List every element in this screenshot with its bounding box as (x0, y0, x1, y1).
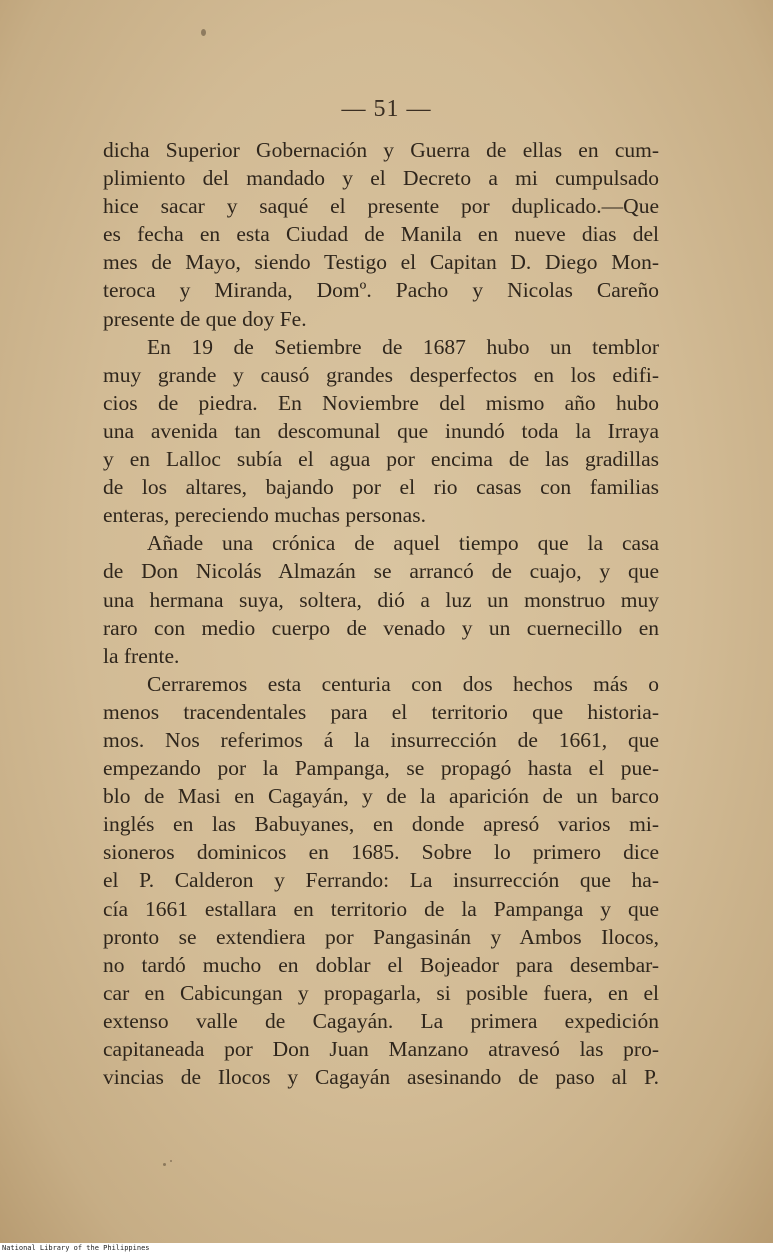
page-number: — 51 — (341, 96, 432, 122)
text-line: extenso valle de Cagayán. La primera expedición (103, 1008, 659, 1033)
library-credit: National Library of the Philippines (2, 1244, 150, 1252)
text-line: sioneros dominicos en 1685. Sobre lo primero dice (103, 840, 659, 865)
text-line: teroca y Miranda, Domº. Pacho y Nicolas Careño (103, 278, 659, 303)
text-line: mes de Mayo, siendo Testigo el Capitan D. Diego Mon- (103, 250, 659, 275)
text-line: de Don Nicolás Almazán se arrancó de cuajo, y que (103, 559, 659, 584)
text-line: blo de Masi en Cagayán, y de la aparición de un barco (103, 784, 659, 809)
text-line: enteras, pereciendo muchas personas. (103, 503, 426, 528)
text-line: el P. Calderon y Ferrando: La insurrección que ha- (103, 868, 659, 893)
text-line: la frente. (103, 643, 180, 668)
text-line: empezando por la Pampanga, se propagó hasta el pue- (103, 756, 659, 781)
text-line: Cerraremos esta centuria con dos hechos más o (147, 671, 659, 696)
text-line: una hermana suya, soltera, dió a luz un monstruo muy (103, 587, 659, 612)
text-line: vincias de Ilocos y Cagayán asesinando de paso al P. (103, 1065, 659, 1090)
text-line: de los altares, bajando por el rio casas con familias (103, 475, 659, 500)
text-line: es fecha en esta Ciudad de Manila en nueve dias del (103, 222, 659, 247)
text-line: inglés en las Babuyanes, en donde apresó varios mi- (103, 812, 659, 837)
text-line: car en Cabicungan y propagarla, si posible fuera, en el (103, 980, 659, 1005)
text-line: no tardó mucho en doblar el Bojeador para desembar- (103, 952, 659, 977)
text-line: cía 1661 estallara en territorio de la Pampanga y que (103, 896, 659, 921)
text-line: dicha Superior Gobernación y Guerra de ellas en cum- (103, 138, 659, 162)
text-line: capitaneada por Don Juan Manzano atravesó las pro- (103, 1037, 659, 1061)
text-line: plimiento del mandado y el Decreto a mi cumpulsado (103, 166, 659, 191)
text-line: Añade una crónica de aquel tiempo que la casa (147, 531, 659, 556)
ink-speck (201, 29, 206, 36)
text-line: raro con medio cuerpo de venado y un cuernecillo en (103, 615, 659, 640)
body-text (103, 136, 659, 1091)
text-line: En 19 de Setiembre de 1687 hubo un temblor (147, 334, 659, 359)
text-line: hice sacar y saqué el presente por duplicado.—Que (103, 194, 659, 219)
text-line: muy grande y causó grandes desperfectos en los edifi- (103, 362, 659, 387)
text-line: mos. Nos referimos á la insurrección de 1661, que (103, 727, 659, 752)
text-line: y en Lalloc subía el agua por encima de las gradillas (103, 447, 659, 472)
text-line: pronto se extendiera por Pangasinán y Ambos Ilocos, (103, 924, 659, 949)
text-line: menos tracendentales para el territorio que historia- (103, 699, 659, 724)
ink-speck (170, 1160, 172, 1162)
text-line: presente de que doy Fe. (103, 306, 307, 331)
text-line: cios de piedra. En Noviembre del mismo año hubo (103, 390, 659, 415)
text-line: una avenida tan descomunal que inundó toda la Irraya (103, 418, 659, 443)
ink-speck (163, 1163, 166, 1166)
